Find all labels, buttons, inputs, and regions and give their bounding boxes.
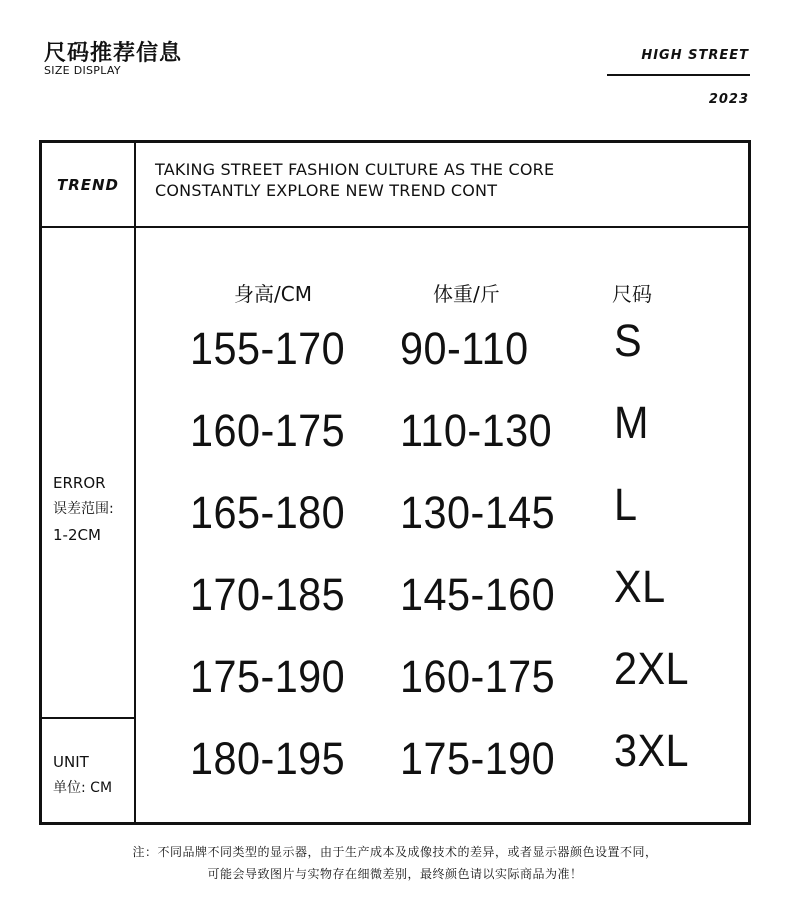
column-header-weight: 体重/斤: [433, 282, 500, 306]
table-row: [42, 479, 742, 565]
tagline-line: TAKING STREET FASHION CULTURE AS THE CORE: [155, 160, 555, 179]
weight-cell: 110-130: [400, 405, 553, 456]
weight-cell: 175-190: [400, 733, 556, 784]
size-cell: M: [614, 397, 649, 448]
unit-label-cn: 单位: CM: [53, 780, 113, 796]
disclaimer-line: 注：不同品牌不同类型的显示器，由于生产成本及成像技术的差异，或者显示器颜色设置不同，: [132, 845, 658, 859]
table-header-divider: [42, 226, 748, 228]
size-cell: L: [614, 479, 638, 530]
table-row: [42, 315, 742, 401]
table-row: [42, 397, 742, 483]
height-cell: 165-180: [190, 487, 346, 538]
unit-label-en: UNIT: [53, 753, 89, 771]
weight-cell: 130-145: [400, 487, 556, 538]
height-cell: 180-195: [190, 733, 346, 784]
table-row: [42, 561, 742, 647]
weight-cell: 160-175: [400, 651, 556, 702]
error-value: 1-2CM: [53, 526, 101, 544]
disclaimer-line: 可能会导致图片与实物存在细微差别，最终颜色请以实际商品为准！: [207, 867, 583, 881]
trend-label: TREND: [56, 175, 120, 194]
brand-divider: [607, 74, 750, 76]
size-table: [39, 140, 751, 825]
size-cell: XL: [614, 561, 666, 612]
error-label-en: ERROR: [53, 474, 106, 492]
column-header-height: 身高/CM: [234, 282, 312, 306]
brand-label: HIGH STREET: [641, 48, 749, 63]
size-cell: 2XL: [614, 643, 690, 694]
error-label-cn: 误差范围:: [53, 501, 114, 517]
table-row: [42, 643, 742, 729]
page-title: 尺码推荐信息: [44, 40, 183, 66]
height-cell: 155-170: [190, 323, 346, 374]
height-cell: 170-185: [190, 569, 346, 620]
tagline: [155, 159, 554, 201]
weight-cell: 90-110: [400, 323, 529, 374]
tagline-line: CONSTANTLY EXPLORE NEW TREND CONT: [155, 181, 498, 200]
size-cell: 3XL: [614, 725, 690, 776]
page-subtitle: SIZE DISPLAY: [44, 64, 121, 77]
height-cell: 175-190: [190, 651, 346, 702]
table-row: [42, 725, 742, 811]
size-cell: S: [614, 315, 643, 366]
year-label: 2023: [708, 92, 749, 107]
weight-cell: 145-160: [400, 569, 556, 620]
column-header-size: 尺码: [612, 282, 652, 306]
height-cell: 160-175: [190, 405, 346, 456]
